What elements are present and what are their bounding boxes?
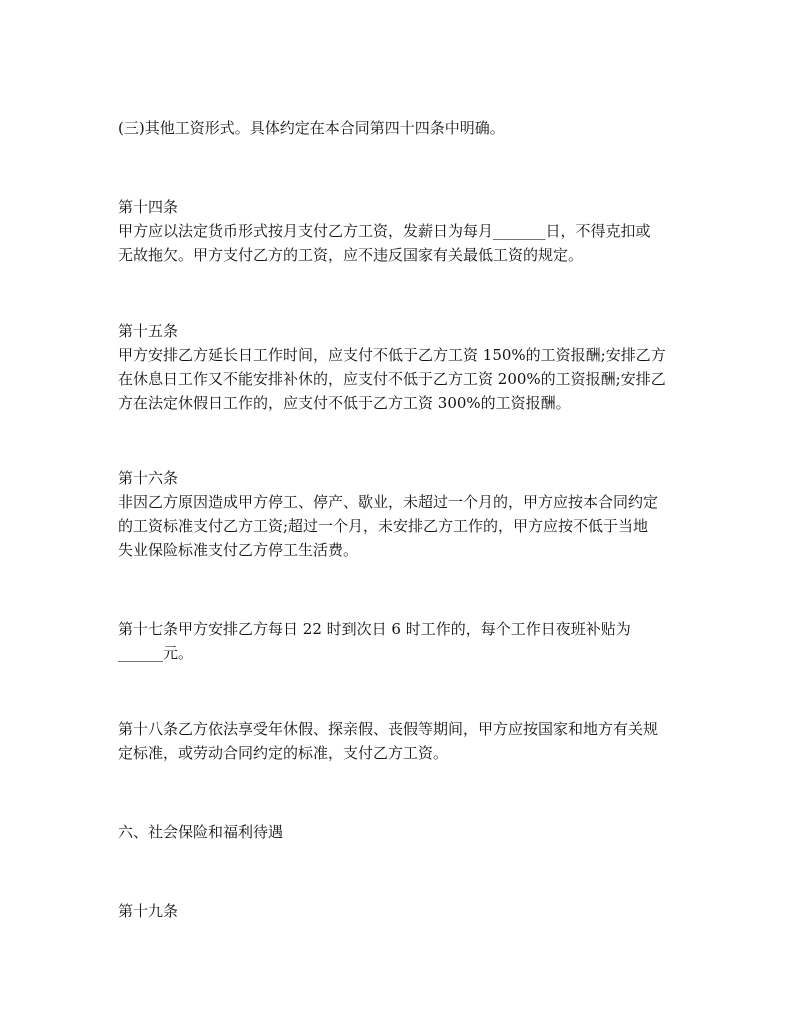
article-16 (118, 466, 678, 562)
article-17 (118, 617, 678, 665)
article-18 (118, 717, 678, 765)
paragraph-other-wage-forms (118, 116, 678, 140)
article-14 (118, 195, 678, 267)
section-heading: 六、社会保险和福利待遇 (118, 823, 284, 841)
text-line: 失业保险标准支付乙方停工生活费。 (118, 541, 359, 559)
text-line: 第十八条乙方依法享受年休假、探亲假、丧假等期间，甲方应按国家和地方有关规 (118, 720, 659, 738)
text-line: 第十七条甲方安排乙方每日 22 时到次日 6 时工作的，每个工作日夜班补贴为 (118, 620, 631, 638)
text-line: ______元。 (118, 644, 194, 662)
article-16-title: 第十六条 (118, 469, 179, 487)
text-line: 定标准，或劳动合同约定的标准，支付乙方工资。 (118, 744, 449, 762)
text-line: 无故拖欠。甲方支付乙方的工资，应不违反国家有关最低工资的规定。 (118, 246, 584, 264)
text-line: 甲方安排乙方延长日工作时间，应支付不低于乙方工资 150%的工资报酬;安排乙方 (118, 346, 666, 364)
section-6-heading (118, 820, 678, 844)
text-line: (三)其他工资形式。具体约定在本合同第四十四条中明确。 (118, 119, 505, 137)
article-15 (118, 319, 678, 415)
text-line: 的工资标准支付乙方工资;超过一个月，未安排乙方工作的，甲方应按不低于当地 (118, 517, 649, 535)
text-line: 非因乙方原因造成甲方停工、停产、歇业，未超过一个月的，甲方应按本合同约定 (118, 493, 659, 511)
text-line: 在休息日工作又不能安排补休的，应支付不低于乙方工资 200%的工资报酬;安排乙 (118, 370, 666, 388)
text-line: 方在法定休假日工作的，应支付不低于乙方工资 300%的工资报酬。 (118, 394, 571, 412)
article-19-title: 第十九条 (118, 902, 179, 920)
text-line: 甲方应以法定货币形式按月支付乙方工资，发薪日为每月_______日，不得克扣或 (118, 222, 651, 240)
article-19 (118, 899, 678, 923)
article-14-title: 第十四条 (118, 198, 179, 216)
article-15-title: 第十五条 (118, 322, 179, 340)
